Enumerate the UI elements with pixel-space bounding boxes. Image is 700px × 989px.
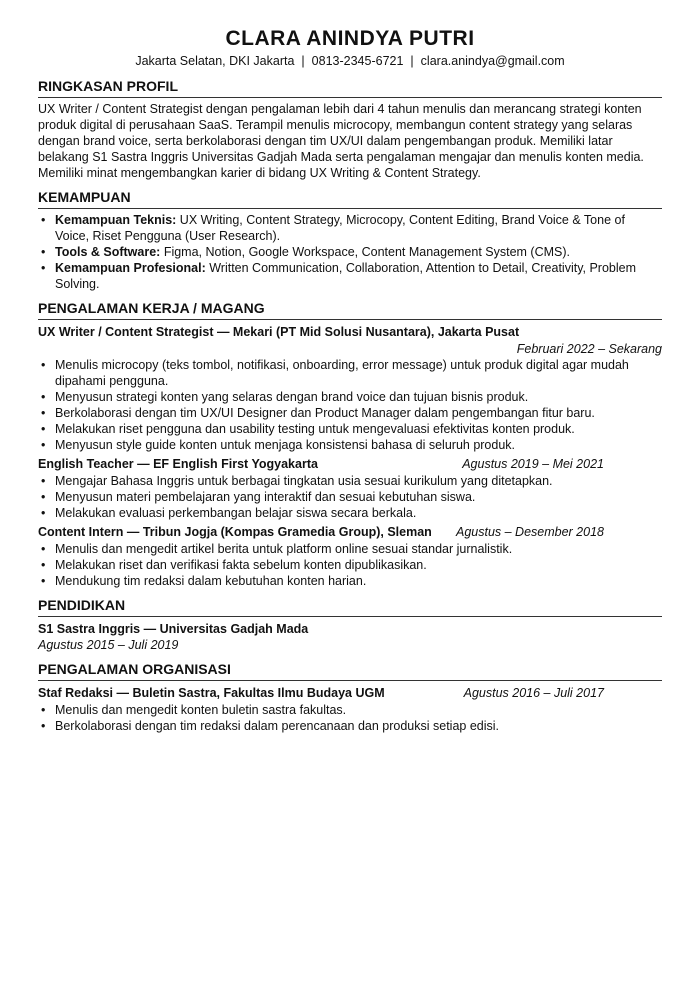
bullet-text: Melakukan riset dan verifikasi fakta sebelum konten dipublikasikan. [55,558,427,572]
list-item [38,389,662,405]
education-section [38,597,662,653]
bullet-icon: • [41,422,46,436]
skill-item [38,212,662,244]
organization-section [38,661,662,734]
skill-label: Tools & Software: [55,245,161,259]
skills-list [38,212,662,292]
bullet-text: Mendukung tim redaksi dalam kebutuhan konten harian. [55,574,367,588]
bullet-icon: • [41,574,46,588]
job-header [38,524,662,540]
list-item [38,505,662,521]
bullet-icon: • [41,438,46,452]
section-title: PENGALAMAN ORGANISASI [38,661,662,681]
org-role: Staf Redaksi — Buletin Sastra, Fakultas Ilmu Budaya UGM [38,686,385,700]
bullet-text: Menyusun strategi konten yang selaras dengan brand voice dan tujuan bisnis produk. [55,390,529,404]
bullet-icon: • [41,542,46,556]
experience-section [38,300,662,589]
list-item [38,437,662,453]
skill-label: Kemampuan Profesional: [55,261,206,275]
skill-item [38,260,662,292]
section-title: KEMAMPUAN [38,189,662,209]
summary-text: UX Writer / Content Strategist dengan pengalaman lebih dari 4 tahun menulis dan merancang strategi konten produk digital di perusahaan SaaS. Terampil menulis microcopy, membangun content strategy yang selaras dengan brand voice, serta berkolaborasi dengan tim UX/UI dalam pengembangan produk. Memiliki latar belakang S1 Sastra Inggris Universitas Gadjah Mada serta pengalaman mengajar dan menulis konten media. Memiliki minat mengembangkan karier di bidang UX Writing & Content Strategy. [38,102,644,180]
job-date: Februari 2022 – Sekarang [516,342,662,356]
skill-text: Written Communication, Collaboration, Attention to Detail, Creativity, Problem Solving. [55,261,637,291]
job-title: UX Writer / Content Strategist — Mekari (PT Mid Solusi Nusantara), Jakarta Pusat [38,325,520,339]
job-bullets [38,541,662,589]
skills-section [38,189,662,292]
contact-separator: | [410,54,414,68]
list-item [38,357,662,389]
job-bullets [38,473,662,521]
bullet-icon: • [41,358,46,372]
bullet-text: Menyusun style guide konten untuk menjaga konsistensi bahasa di seluruh produk. [55,438,516,452]
bullet-icon: • [41,474,46,488]
phone-text: 0813-2345-6721 [311,54,404,68]
section-title: PENGALAMAN KERJA / MAGANG [38,300,662,320]
bullet-text: Menulis dan mengedit artikel berita untuk platform online sesuai standar jurnalistik. [55,542,513,556]
bullet-icon: • [41,245,46,259]
bullet-icon: • [41,719,46,733]
list-item [38,473,662,489]
bullet-icon: • [41,703,46,717]
section-title: RINGKASAN PROFIL [38,78,662,98]
location-text: Jakarta Selatan, DKI Jakarta [135,54,295,68]
list-item [38,718,662,734]
job-title: Content Intern — Tribun Jogja (Kompas Gramedia Group), Sleman [38,525,432,539]
bullet-text: Mengajar Bahasa Inggris untuk berbagai tingkatan usia sesuai kurikulum yang ditetapkan. [55,474,553,488]
bullet-text: Menyusun materi pembelajaran yang interaktif dan sesuai kebutuhan siswa. [55,490,476,504]
list-item [38,421,662,437]
degree-title: S1 Sastra Inggris — Universitas Gadjah Mada [38,622,309,636]
list-item [38,489,662,505]
section-title: PENDIDIKAN [38,597,662,617]
skill-item [38,244,662,260]
list-item [38,557,662,573]
list-item [38,405,662,421]
job-title: English Teacher — EF English First Yogyakarta [38,457,318,471]
email-text: clara.anindya@gmail.com [420,54,565,68]
org-header [38,685,662,701]
bullet-text: Menulis dan mengedit konten buletin sastra fakultas. [55,703,347,717]
education-date: Agustus 2015 – Juli 2019 [38,638,179,652]
job-header [38,456,662,472]
job-bullets [38,357,662,453]
bullet-text: Berkolaborasi dengan tim UX/UI Designer dan Product Manager dalam pengembangan fitur baru. [55,406,595,420]
skill-text: UX Writing, Content Strategy, Microcopy, Content Editing, Brand Voice & Tone of Voice, Riset Pengguna (User Research). [55,213,625,243]
bullet-text: Menulis microcopy (teks tombol, notifikasi, onboarding, error message) untuk produk digital agar mudah dipahami pengguna. [55,358,629,388]
bullet-icon: • [41,213,46,227]
list-item [38,702,662,718]
org-date: Agustus 2016 – Juli 2017 [463,686,604,700]
bullet-icon: • [41,406,46,420]
skill-label: Kemampuan Teknis: [55,213,177,227]
bullet-icon: • [41,506,46,520]
candidate-name: CLARA ANINDYA PUTRI [225,27,475,50]
job-date: Agustus – Desember 2018 [455,525,604,539]
list-item [38,573,662,589]
bullet-icon: • [41,490,46,504]
bullet-icon: • [41,558,46,572]
org-bullets [38,702,662,734]
skill-text: Figma, Notion, Google Workspace, Content Management System (CMS). [160,245,570,259]
bullet-icon: • [41,261,46,275]
bullet-text: Melakukan evaluasi perkembangan belajar siswa secara berkala. [55,506,417,520]
summary-section [38,78,662,181]
bullet-text: Berkolaborasi dengan tim redaksi dalam perencanaan dan produksi setiap edisi. [55,719,500,733]
bullet-icon: • [41,390,46,404]
bullet-text: Melakukan riset pengguna dan usability testing untuk mengevaluasi efektivitas konten produk. [55,422,575,436]
contact-line [38,53,662,70]
contact-separator: | [301,54,305,68]
list-item [38,541,662,557]
job-date: Agustus 2019 – Mei 2021 [462,457,604,471]
